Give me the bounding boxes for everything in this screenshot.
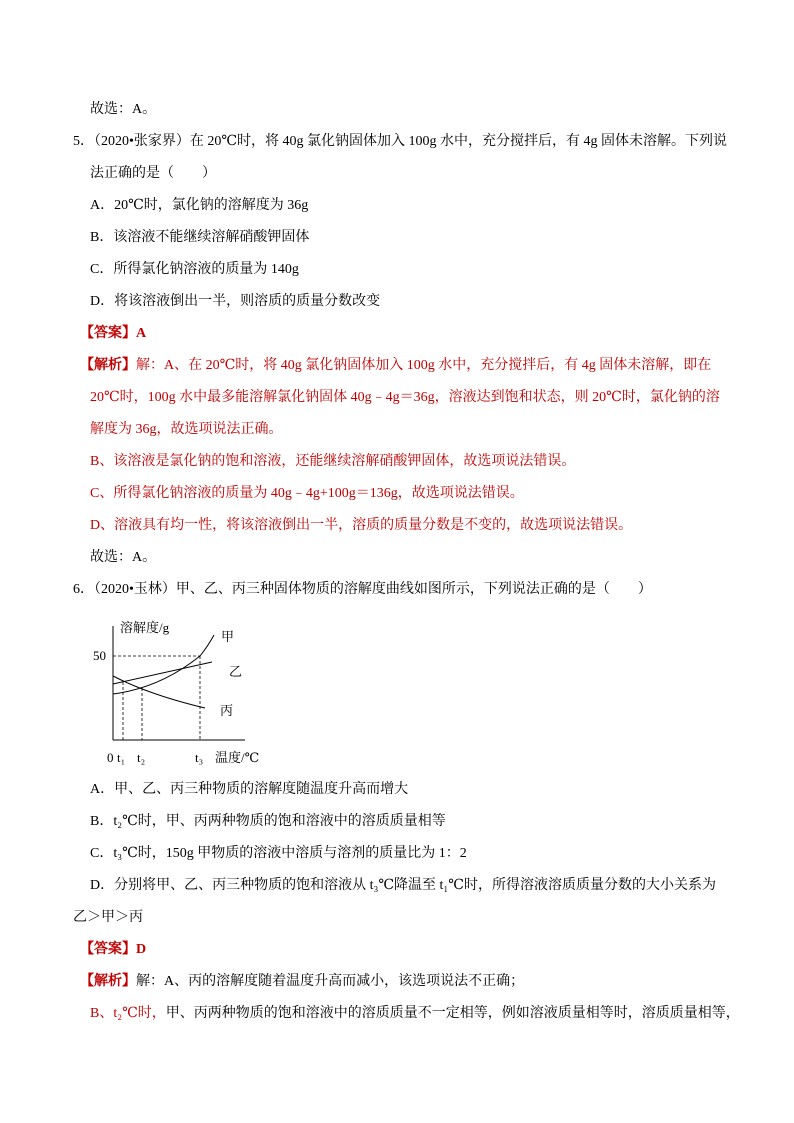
- q5-option-c: C．所得氯化钠溶液的质量为 140g: [90, 262, 299, 277]
- solubility-curve-figure: [88, 612, 270, 772]
- q5-analysis-label: 【解析】: [80, 358, 136, 373]
- q5-option-d: D．将该溶液倒出一半，则溶质的质量分数改变: [90, 294, 381, 309]
- q6-answer-value: D: [136, 942, 147, 957]
- q6-option-b: B．t₂℃时，甲、丙两种物质的饱和溶液中的溶质质量相等: [90, 814, 446, 829]
- q5-analysis-line-4: B、该溶液是氯化钠的饱和溶液，还能继续溶解硝酸钾固体，故选项说法错误。: [90, 454, 576, 469]
- q6-stem: 6．（2020•玉林）甲、乙、丙三种固体物质的溶解度曲线如图所示，下列说法正确的是（ ）: [73, 582, 652, 597]
- q6-answer-label: 【答案】: [80, 942, 136, 957]
- prev-conclusion: 故选：A。: [90, 102, 157, 117]
- q6-analysis-b-prefix: B、t₂℃时，: [90, 1006, 166, 1021]
- q6-option-a: A．甲、乙、丙三种物质的溶解度随温度升高而增大: [90, 782, 409, 797]
- y-tick-50: 50: [93, 648, 106, 663]
- x-tick-t1: t₁: [117, 750, 126, 765]
- q6-analysis-label: 【解析】: [80, 974, 136, 989]
- q6-analysis-b-rest: 甲、丙两种物质的饱和溶液中的溶质质量不一定相等，例如溶液质量相等时，溶质质量相等，: [165, 1006, 740, 1021]
- q5-answer-value: A: [136, 326, 147, 341]
- x-tick-t3: t₃: [195, 750, 204, 765]
- curve-label-yi: 乙: [229, 664, 243, 679]
- q5-analysis-line-2: 20℃时，100g 水中最多能溶解氯化钠固体 40g﹣4g＝36g，溶液达到饱和状态，则 20℃时，氯化钠的溶: [90, 390, 720, 405]
- q5-option-b: B．该溶液不能继续溶解硝酸钾固体: [90, 230, 310, 245]
- q5-stem-line-2: 法正确的是（ ）: [90, 166, 216, 181]
- curve-yi: [113, 662, 212, 684]
- y-axis-label: 溶解度/g: [120, 620, 170, 635]
- q5-option-a: A．20℃时，氯化钠的溶解度为 36g: [90, 198, 309, 213]
- q6-answer: [80, 940, 146, 960]
- q6-analysis-line-2: [90, 1004, 740, 1024]
- q5-analysis-line-1: [80, 356, 711, 376]
- curve-label-bing: 丙: [220, 703, 234, 718]
- q6-analysis-line-1: [80, 972, 524, 992]
- q6-option-d-continuation: 乙＞甲＞丙: [73, 910, 143, 925]
- q5-stem-line-1: 5．（2020•张家界）在 20℃时，将 40g 氯化钠固体加入 100g 水中，充分搅拌后，有 4g 固体未溶解。下列说: [73, 134, 728, 149]
- q5-conclusion: 故选：A。: [90, 550, 157, 565]
- x-axis-label: 温度/℃: [215, 750, 260, 765]
- q6-option-d: D．分别将甲、乙、丙三种物质的饱和溶液从 t₃℃降温至 t₁℃时，所得溶液溶质质量分数的大小关系为: [90, 878, 716, 893]
- x-tick-t2: t₂: [137, 750, 146, 765]
- curve-label-jia: 甲: [221, 629, 235, 644]
- q5-analysis-line-6: D、溶液具有均一性，将该溶液倒出一半，溶质的质量分数是不变的，故选项说法错误。: [90, 518, 633, 533]
- x-tick-0: 0: [107, 750, 114, 765]
- q5-analysis-text-1: 解：A、在 20℃时，将 40g 氯化钠固体加入 100g 水中，充分搅拌后，有 4g 固体未溶解，即在: [136, 358, 712, 373]
- q5-analysis-line-3: 解度为 36g，故选项说法正确。: [90, 422, 283, 437]
- q6-analysis-text-a: 解：A、丙的溶解度随着温度升高而减小，该选项说法不正确；: [136, 974, 525, 989]
- q5-answer-label: 【答案】: [80, 326, 136, 341]
- q6-option-c: C．t₃℃时，150g 甲物质的溶液中溶质与溶剂的质量比为 1：2: [90, 846, 467, 861]
- q5-analysis-line-5: C、所得氯化钠溶液的质量为 40g﹣4g+100g＝136g，故选项说法错误。: [90, 486, 524, 501]
- q5-answer: [80, 324, 146, 344]
